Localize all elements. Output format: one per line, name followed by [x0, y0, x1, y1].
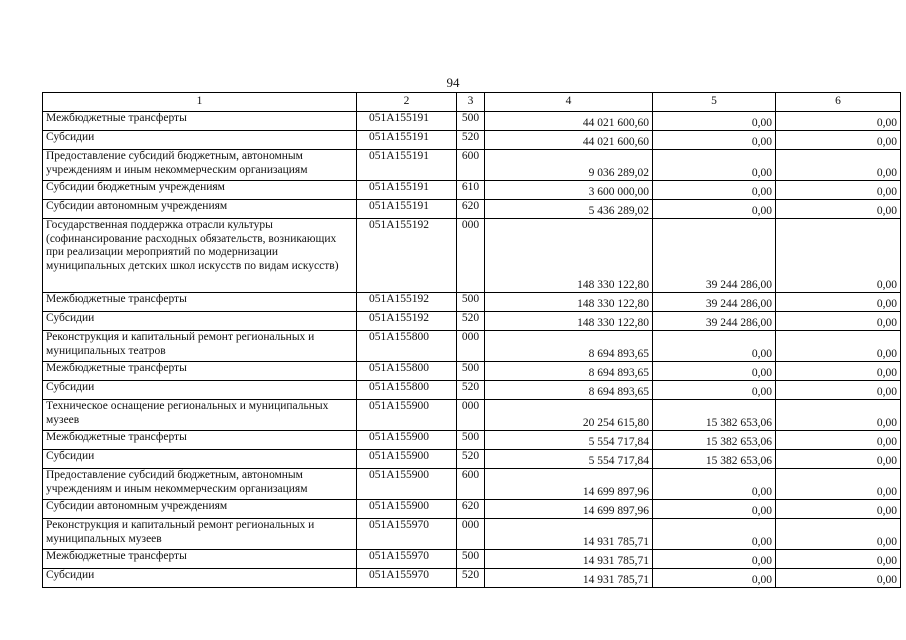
row-value-col5: 0,00	[653, 519, 776, 550]
table-row	[43, 219, 901, 293]
page-number: 94	[446, 75, 460, 90]
row-type-cell: 520	[457, 131, 485, 150]
table-row	[43, 200, 901, 219]
row-value-col6: 0,00	[776, 150, 901, 181]
row-name-cell: Субсидии	[43, 312, 357, 331]
row-type-cell: 620	[457, 500, 485, 519]
row-value-col5: 0,00	[653, 550, 776, 569]
row-value-col5: 15 382 653,06	[653, 450, 776, 469]
header-cell-6: 6	[776, 93, 901, 112]
row-code-cell: 051A155192	[357, 219, 457, 293]
row-code-cell: 051A155191	[357, 181, 457, 200]
row-name-cell: Межбюджетные трансферты	[43, 112, 357, 131]
row-value-col4: 44 021 600,60	[485, 131, 653, 150]
row-type-cell: 520	[457, 381, 485, 400]
row-name-cell: Государственная поддержка отрасли культуры (софинансирование расходных обязательств, возникающих при реализации мероприятий по модернизации муниципальных детских школ искусств по видам искусств)	[43, 219, 357, 293]
row-value-col6: 0,00	[776, 431, 901, 450]
header-cell-3: 3	[457, 93, 485, 112]
table-row	[43, 450, 901, 469]
row-name-cell: Предоставление субсидий бюджетным, автономным учреждениям и иным некоммерческим организациям	[43, 150, 357, 181]
row-value-col6: 0,00	[776, 500, 901, 519]
row-value-col6: 0,00	[776, 293, 901, 312]
row-value-col5: 0,00	[653, 362, 776, 381]
row-name-cell: Техническое оснащение региональных и муниципальных музеев	[43, 400, 357, 431]
row-value-col5: 0,00	[653, 150, 776, 181]
row-value-col5: 15 382 653,06	[653, 431, 776, 450]
row-code-cell: 051A155800	[357, 381, 457, 400]
table-row	[43, 550, 901, 569]
row-code-cell: 051A155191	[357, 150, 457, 181]
row-name-cell: Предоставление субсидий бюджетным, автономным учреждениям и иным некоммерческим организациям	[43, 469, 357, 500]
row-value-col6: 0,00	[776, 469, 901, 500]
row-value-col4: 44 021 600,60	[485, 112, 653, 131]
table-row	[43, 312, 901, 331]
row-value-col5: 0,00	[653, 500, 776, 519]
row-value-col6: 0,00	[776, 569, 901, 588]
row-code-cell: 051A155191	[357, 200, 457, 219]
row-code-cell: 051A155800	[357, 362, 457, 381]
row-value-col5: 0,00	[653, 200, 776, 219]
row-value-col4: 20 254 615,80	[485, 400, 653, 431]
row-value-col5: 0,00	[653, 331, 776, 362]
row-type-cell: 600	[457, 469, 485, 500]
row-name-cell: Субсидии автономным учреждениям	[43, 200, 357, 219]
row-value-col6: 0,00	[776, 312, 901, 331]
row-code-cell: 051A155970	[357, 519, 457, 550]
table-row	[43, 331, 901, 362]
row-code-cell: 051A155970	[357, 569, 457, 588]
row-value-col4: 14 699 897,96	[485, 500, 653, 519]
row-value-col4: 5 436 289,02	[485, 200, 653, 219]
row-name-cell: Межбюджетные трансферты	[43, 362, 357, 381]
row-value-col5: 15 382 653,06	[653, 400, 776, 431]
row-code-cell: 051A155800	[357, 331, 457, 362]
row-value-col4: 5 554 717,84	[485, 431, 653, 450]
row-type-cell: 500	[457, 431, 485, 450]
table-row	[43, 569, 901, 588]
row-value-col6: 0,00	[776, 550, 901, 569]
row-value-col6: 0,00	[776, 331, 901, 362]
row-name-cell: Реконструкция и капитальный ремонт региональных и муниципальных театров	[43, 331, 357, 362]
row-value-col4: 14 931 785,71	[485, 519, 653, 550]
row-code-cell: 051A155192	[357, 293, 457, 312]
row-type-cell: 000	[457, 400, 485, 431]
row-value-col4: 14 699 897,96	[485, 469, 653, 500]
row-value-col4: 148 330 122,80	[485, 219, 653, 293]
table-row	[43, 112, 901, 131]
row-type-cell: 520	[457, 450, 485, 469]
row-type-cell: 000	[457, 331, 485, 362]
row-value-col4: 5 554 717,84	[485, 450, 653, 469]
row-value-col4: 14 931 785,71	[485, 550, 653, 569]
header-cell-4: 4	[485, 93, 653, 112]
row-value-col5: 0,00	[653, 381, 776, 400]
row-value-col6: 0,00	[776, 181, 901, 200]
row-value-col5: 0,00	[653, 131, 776, 150]
row-value-col4: 8 694 893,65	[485, 331, 653, 362]
row-value-col4: 8 694 893,65	[485, 362, 653, 381]
row-code-cell: 051A155191	[357, 112, 457, 131]
row-value-col6: 0,00	[776, 519, 901, 550]
row-value-col5: 0,00	[653, 181, 776, 200]
row-name-cell: Субсидии бюджетным учреждениям	[43, 181, 357, 200]
row-value-col5: 39 244 286,00	[653, 312, 776, 331]
header-cell-5: 5	[653, 93, 776, 112]
row-value-col4: 14 931 785,71	[485, 569, 653, 588]
row-code-cell: 051A155900	[357, 500, 457, 519]
row-name-cell: Реконструкция и капитальный ремонт региональных и муниципальных музеев	[43, 519, 357, 550]
row-type-cell: 610	[457, 181, 485, 200]
table-row	[43, 381, 901, 400]
table-row	[43, 519, 901, 550]
row-name-cell: Субсидии автономным учреждениям	[43, 500, 357, 519]
row-name-cell: Межбюджетные трансферты	[43, 431, 357, 450]
row-value-col6: 0,00	[776, 112, 901, 131]
row-name-cell: Субсидии	[43, 381, 357, 400]
budget-table	[42, 92, 901, 588]
row-value-col5: 0,00	[653, 469, 776, 500]
table-row	[43, 500, 901, 519]
row-value-col6: 0,00	[776, 131, 901, 150]
table-row	[43, 181, 901, 200]
row-value-col5: 0,00	[653, 569, 776, 588]
row-type-cell: 520	[457, 569, 485, 588]
row-name-cell: Субсидии	[43, 569, 357, 588]
row-value-col6: 0,00	[776, 400, 901, 431]
table-row	[43, 131, 901, 150]
row-value-col6: 0,00	[776, 381, 901, 400]
table-row	[43, 150, 901, 181]
row-value-col6: 0,00	[776, 219, 901, 293]
row-value-col6: 0,00	[776, 450, 901, 469]
row-type-cell: 500	[457, 550, 485, 569]
row-name-cell: Субсидии	[43, 450, 357, 469]
row-type-cell: 500	[457, 362, 485, 381]
row-type-cell: 600	[457, 150, 485, 181]
table-body	[43, 112, 901, 588]
table-row	[43, 400, 901, 431]
row-code-cell: 051A155970	[357, 550, 457, 569]
row-type-cell: 500	[457, 293, 485, 312]
row-code-cell: 051A155900	[357, 431, 457, 450]
row-value-col4: 8 694 893,65	[485, 381, 653, 400]
row-type-cell: 000	[457, 219, 485, 293]
header-cell-2: 2	[357, 93, 457, 112]
row-value-col4: 148 330 122,80	[485, 312, 653, 331]
row-type-cell: 500	[457, 112, 485, 131]
row-type-cell: 000	[457, 519, 485, 550]
row-name-cell: Межбюджетные трансферты	[43, 550, 357, 569]
header-cell-1: 1	[43, 93, 357, 112]
table-row	[43, 362, 901, 381]
row-code-cell: 051A155900	[357, 400, 457, 431]
row-value-col5: 39 244 286,00	[653, 293, 776, 312]
row-value-col5: 39 244 286,00	[653, 219, 776, 293]
row-type-cell: 520	[457, 312, 485, 331]
row-value-col5: 0,00	[653, 112, 776, 131]
header-row	[43, 93, 901, 112]
row-value-col4: 148 330 122,80	[485, 293, 653, 312]
table-row	[43, 469, 901, 500]
row-value-col4: 9 036 289,02	[485, 150, 653, 181]
row-value-col6: 0,00	[776, 362, 901, 381]
row-type-cell: 620	[457, 200, 485, 219]
row-name-cell: Межбюджетные трансферты	[43, 293, 357, 312]
row-name-cell: Субсидии	[43, 131, 357, 150]
row-code-cell: 051A155191	[357, 131, 457, 150]
row-value-col6: 0,00	[776, 200, 901, 219]
row-value-col4: 3 600 000,00	[485, 181, 653, 200]
row-code-cell: 051A155192	[357, 312, 457, 331]
table-row	[43, 431, 901, 450]
table-row	[43, 293, 901, 312]
row-code-cell: 051A155900	[357, 469, 457, 500]
row-code-cell: 051A155900	[357, 450, 457, 469]
